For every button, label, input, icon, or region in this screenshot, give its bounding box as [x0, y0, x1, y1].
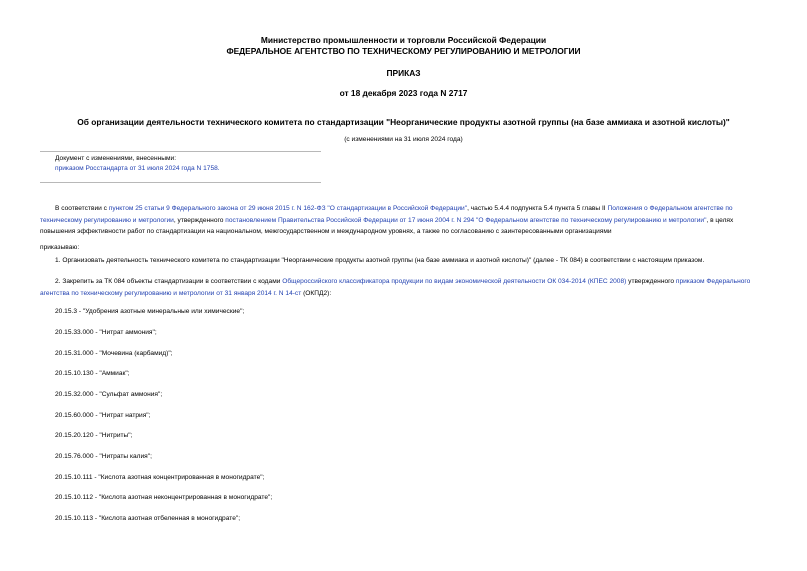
- law-link[interactable]: пунктом 25 статьи 9 Федерального закона от 29 июня 2015 г. N 162-ФЗ "О стандартизации в Российской Федерации": [108, 205, 468, 212]
- document-title: Об организации деятельности технического комитета по стандартизации "Неорганические продукты азотной группы (на базе аммиака и азотной кислоты)": [77, 117, 730, 127]
- divider-bottom: [40, 182, 321, 183]
- preamble-text-2: , частью 5.4.4 подпункта 5.4 пункта 5 главы II: [467, 205, 608, 212]
- ministry-name: Министерство промышленности и торговли Российской Федерации: [260, 35, 547, 45]
- list-item: 20.15.20.120 - "Нитриты";: [55, 432, 133, 439]
- list-item: 20.15.3 - "Удобрения азотные минеральные или химические";: [55, 308, 245, 315]
- list-item: 20.15.33.000 - "Нитрат аммония";: [55, 329, 157, 336]
- order-item-2: [40, 276, 770, 299]
- changes-label: Документ с изменениями, внесенными:: [55, 155, 177, 162]
- divider-top: [40, 151, 321, 152]
- item2-text-1: 2. Закрепить за ТК 084 объекты стандартизации в соответствии с кодами: [55, 278, 283, 285]
- changes-link[interactable]: приказом Росстандарта от 31 июля 2024 года N 1758.: [55, 165, 220, 172]
- list-item: 20.15.31.000 - "Мочевина (карбамид)";: [55, 350, 173, 357]
- list-item: 20.15.10.113 - "Кислота азотная отбеленная в моногидрате";: [55, 515, 241, 522]
- item2-text-2: утвержденного: [626, 278, 676, 285]
- list-item: 20.15.10.112 - "Кислота азотная неконцентрированная в моногидрате";: [55, 494, 273, 501]
- amendment-note: (с изменениями на 31 июля 2024 года): [344, 136, 463, 143]
- preamble-text-4: , в целях повышения эффективности работ по стандартизации на национальном, межгосударственном и международном уровнях, а также по согласованию с заинтересованными организациями: [40, 216, 734, 235]
- agency-order-link[interactable]: приказом Федерального агентства по техническому регулированию и метрологии от 31 января 2014 г. N 14-ст: [40, 278, 751, 297]
- agency-name: ФЕДЕРАЛЬНОЕ АГЕНТСТВО ПО ТЕХНИЧЕСКОМУ РЕГУЛИРОВАНИЮ И МЕТРОЛОГИИ: [226, 46, 581, 56]
- order-word: приказываю:: [40, 244, 80, 251]
- document-type: ПРИКАЗ: [386, 68, 421, 78]
- preamble-paragraph: [40, 203, 770, 238]
- order-item-1: 1. Организовать деятельность технического комитета по стандартизации "Неорганические продукты азотной группы (на базе аммиака и азотной кислоты)" (далее - ТК 084) в соответствии с настоящим приказом.: [55, 257, 705, 264]
- list-item: 20.15.32.000 - "Сульфат аммония";: [55, 391, 163, 398]
- document-date-number: от 18 декабря 2023 года N 2717: [339, 88, 468, 98]
- list-item: 20.15.10.130 - "Аммиак";: [55, 370, 130, 377]
- list-item: 20.15.76.000 - "Нитраты калия";: [55, 453, 152, 460]
- regulation-link[interactable]: Положения о Федеральном агентстве по техническому регулированию и метрологии: [40, 205, 733, 224]
- classifier-link[interactable]: Общероссийского классификатора продукции по видам экономической деятельности ОК 034-2014 (КПЕС 2008): [282, 278, 627, 285]
- item2-text-3: (ОКПД2):: [301, 289, 332, 297]
- preamble-text-3: , утвержденного: [173, 216, 226, 224]
- list-item: 20.15.10.111 - "Кислота азотная концентрированная в моногидрате";: [55, 474, 265, 481]
- government-decree-link[interactable]: постановлением Правительства Российской Федерации от 17 июня 2004 г. N 294 "О Федеральном агентстве по техническому регулированию и метрологии": [225, 216, 707, 224]
- list-item: 20.15.60.000 - "Нитрат натрия";: [55, 412, 151, 419]
- preamble-text-1: В соответствии с: [55, 205, 109, 212]
